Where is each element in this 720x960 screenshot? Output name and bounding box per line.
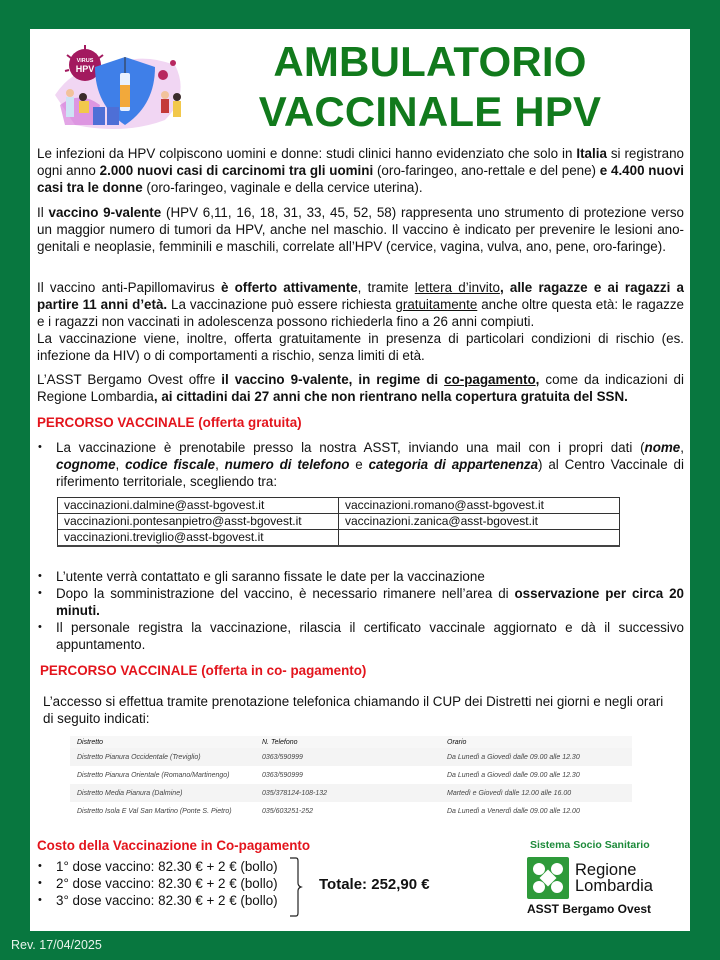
hours-cell: Da Lunedì a Giovedì dalle 09.00 alle 12.30 xyxy=(440,748,632,766)
email-link-zanica[interactable]: vaccinazioni.zanica@asst-bgovest.it xyxy=(339,514,620,530)
invitation-letter-text: lettera d’invito xyxy=(414,280,500,295)
table-row xyxy=(58,498,620,514)
cost-heading: Costo della Vaccinazione in Co-pagamento xyxy=(37,838,311,853)
list-item: • Dopo la somministrazione del vaccino, è necessario rimanere nell’area di osservazione per circa 20 minuti. xyxy=(37,585,684,619)
district-cell: Distretto Isola E Val San Martino (Ponte S. Pietro) xyxy=(70,802,255,820)
col-header-phone: N. Telefono xyxy=(255,736,440,748)
steps-list xyxy=(37,568,684,653)
table-row xyxy=(70,748,632,766)
total-cost: Totale: 252,90 € xyxy=(319,876,430,893)
email-link-romano[interactable]: vaccinazioni.romano@asst-bgovest.it xyxy=(339,498,620,514)
col-header-district: Distretto xyxy=(70,736,255,748)
hours-cell: Da Lunedì a Giovedì dalle 09.00 alle 12.30 xyxy=(440,766,632,784)
virus-label: VIRUS xyxy=(76,58,94,64)
district-cell: Distretto Pianura Orientale (Romano/Martinengo) xyxy=(70,766,255,784)
title-line-1: AMBULATORIO xyxy=(273,38,587,85)
table-row xyxy=(70,784,632,802)
table-header-row xyxy=(70,736,632,748)
district-cell: Distretto Media Pianura (Dalmine) xyxy=(70,784,255,802)
intro-paragraph-1: Le infezioni da HPV colpiscono uomini e donne: studi clinici hanno evidenziato che solo in Italia si registrano ogni anno 2.000 nuovi casi di carcinomi tra gli uomini (oro-faringeo, ano-rettale e del pene) e 4.400 nuovi casi tra le donne (oro-faringeo, vaginale e della cervice uterina). xyxy=(37,146,685,195)
free-path-heading: PERCORSO VACCINALE (offerta gratuita) xyxy=(37,415,302,430)
logo-region-line-2: Lombardia xyxy=(575,877,653,895)
table-row xyxy=(70,766,632,784)
page-title xyxy=(220,37,640,137)
email-link-treviglio[interactable]: vaccinazioni.treviglio@asst-bgovest.it xyxy=(58,530,339,547)
phone-cell[interactable]: 035/603251-252 xyxy=(255,802,440,820)
table-row xyxy=(58,530,620,547)
booking-instructions: • La vaccinazione è prenotabile presso la nostra ASST, inviando una mail con i propri dati (nome, cognome, codice fiscale, numero di telefono e categoria di appartenenza) al Centro Vaccinale di riferimento territoriale, scegliendo tra: xyxy=(37,439,684,490)
booking-list xyxy=(37,439,684,490)
phone-cell[interactable]: 0363/590999 xyxy=(255,748,440,766)
district-schedule-table xyxy=(70,736,632,820)
dose-cost-item: • 2° dose vaccino: 82.30 € + 2 € (bollo) xyxy=(37,875,278,892)
hours-cell: Martedì e Giovedì dalle 12.00 alle 16.00 xyxy=(440,784,632,802)
dose-cost-item: • 1° dose vaccino: 82.30 € + 2 € (bollo) xyxy=(37,858,278,875)
intro-paragraph-4: La vaccinazione viene, inoltre, offerta gratuitamente in presenza di particolari condizioni di rischio (es. infezione da HIV) o di comportamenti a rischio, senza limiti di età. xyxy=(37,331,684,363)
district-cell: Distretto Pianura Occidentale (Treviglio) xyxy=(70,748,255,766)
intro-paragraph-2: Il vaccino 9-valente (HPV 6,11, 16, 18, 31, 33, 45, 52, 58) rappresenta uno strumento di protezione verso un maggior numero di tumori da HPV, anche nel maschio. Il vaccino è indicato per prevenire le lesioni ano-genitali e neoplasie, femminili e maschili, correlate all’HPV (cervice, vagina, vulva, ano, pene, oro-faringe). xyxy=(37,205,684,254)
vaccination-center-emails-table xyxy=(57,497,620,547)
lombardia-rose-icon xyxy=(527,857,569,899)
title-line-2: VACCINALE HPV xyxy=(258,88,602,135)
email-link-dalmine[interactable]: vaccinazioni.dalmine@asst-bgovest.it xyxy=(58,498,339,514)
logo-system-label: Sistema Socio Sanitario xyxy=(530,839,650,851)
email-link-pontesanpietro[interactable]: vaccinazioni.pontesanpietro@asst-bgovest.it xyxy=(58,514,339,530)
logo-region-line-1: Regione xyxy=(575,861,637,879)
phone-cell[interactable]: 035/378124-108-132 xyxy=(255,784,440,802)
copay-path-heading: PERCORSO VACCINALE (offerta in co- pagamento) xyxy=(40,663,367,678)
regione-lombardia-logo xyxy=(527,839,672,916)
logo-org-name: ASST Bergamo Ovest xyxy=(527,902,652,916)
dose-cost-list xyxy=(37,858,278,909)
table-row xyxy=(70,802,632,820)
revision-date: Rev. 17/04/2025 xyxy=(11,938,102,952)
intro-paragraph-5: L’ASST Bergamo Ovest offre il vaccino 9-valente, in regime di co-pagamento, come da indicazioni di Regione Lombardia, ai cittadini dai 27 anni che non rientrano nella copertura gratuita del SSN. xyxy=(37,372,684,404)
poster-panel xyxy=(30,29,690,931)
table-row xyxy=(58,514,620,530)
intro-paragraph-3: Il vaccino anti-Papillomavirus è offerto attivamente, tramite lettera d’invito, alle ragazze e ai ragazzi a partire 11 anni d’età. La vaccinazione può essere richiesta gratuitamente anche oltre questa età: le ragazze e i ragazzi non vaccinati in adolescenza possono richiederla fino a 26 anni compiuti. La vaccinazione viene, inoltre, offerta gratuitamente in presenza di particolari condizioni di rischio (es. infezione da HIV) o di comportamenti a rischio, senza limiti di età. xyxy=(37,280,684,363)
copay-intro: L’accesso si effettua tramite prenotazione telefonica chiamando il CUP dei Distretti nei giorni e negli orari di seguito indicati: xyxy=(43,694,664,726)
hpv-vaccine-illustration xyxy=(55,45,190,131)
dose-cost-item: • 3° dose vaccino: 82.30 € + 2 € (bollo) xyxy=(37,892,278,909)
list-item: • L’utente verrà contattato e gli saranno fissate le date per la vaccinazione xyxy=(37,568,684,585)
right-brace-icon xyxy=(288,857,308,917)
hpv-label: HPV xyxy=(75,64,95,74)
col-header-hours: Orario xyxy=(440,736,632,748)
empty-cell xyxy=(339,530,620,547)
list-item: • Il personale registra la vaccinazione, rilascia il certificato vaccinale aggiornato e dà il successivo appuntamento. xyxy=(37,619,684,653)
hours-cell: Da Lunedì a Venerdì dalle 09.00 alle 12.00 xyxy=(440,802,632,820)
phone-cell[interactable]: 0363/590999 xyxy=(255,766,440,784)
